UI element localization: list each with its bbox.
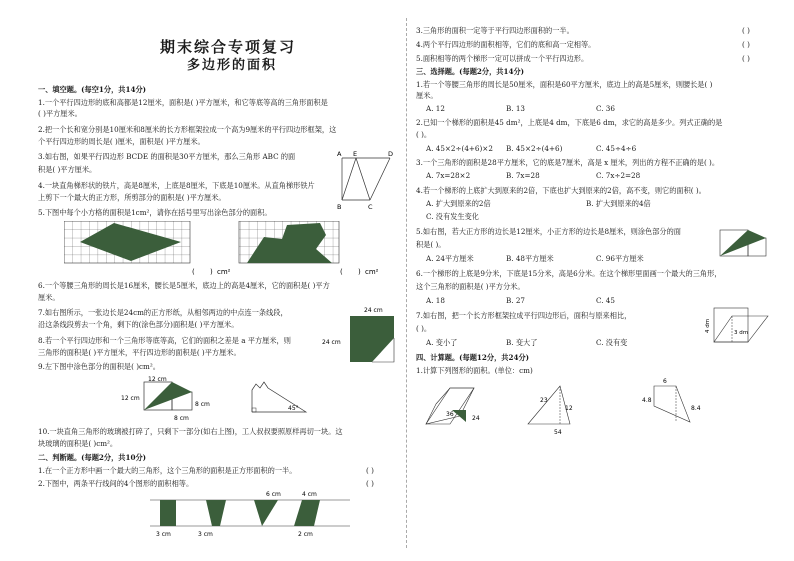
calc-figures [420, 376, 770, 440]
c7-side-label: 4 dm [705, 318, 711, 333]
c6-opt-c[interactable]: C. 45 [596, 296, 615, 305]
c3-opt-a[interactable]: A. 7x=28×2 [426, 171, 471, 180]
c3-opt-b[interactable]: B. 7x=28 [506, 171, 540, 180]
q3-line1: 3.如右图，如果平行四边形 BCDE 的面积是30平方厘米，那么三角形 ABC 的面 [38, 152, 296, 161]
page-title: 期末综合专项复习 [160, 38, 297, 56]
k1-text: 1.计算下列图形的面积。(单位：cm) [416, 366, 533, 375]
c5-opt-c[interactable]: C. 96平方厘米 [596, 254, 644, 263]
c4-opt-c[interactable]: C. 没有发生变化 [426, 212, 479, 221]
f3-right: 8.4 [691, 405, 701, 412]
q8-line2: 三角形的面积是( )平方厘米，平行四边形的面积是( )平方厘米。 [38, 348, 241, 357]
svg-text:(: ( [340, 268, 343, 276]
q9-figure [118, 376, 228, 426]
c5-line1: 5.如右图，若大正方形的边长是12厘米，小正方形的边长是8厘米，则涂色部分的面 [416, 227, 681, 236]
section-choice: 三、选择题。(每题2分，共14分) [416, 67, 525, 76]
q4-line2: 上剪下一个最大的正方形，所剪部分的面积是( )平方厘米。 [38, 193, 226, 202]
j2-text: 2.下图中，两条平行线间的4个图形的面积相等。 [38, 479, 194, 488]
page-subtitle: 多边形的面积 [187, 58, 278, 73]
q7-line2: 沿这条线段剪去一个角，剩下的(涂色部分)面积是( )平方厘米。 [38, 320, 239, 329]
c2-opt-a[interactable]: A. 45×2÷(4+6)×2 [426, 144, 493, 153]
q5-unit-1: cm² [217, 268, 231, 276]
c1-opt-c[interactable]: C. 36 [596, 104, 615, 113]
c2-line2: ( )。 [416, 130, 432, 139]
j2-top1: 6 cm [266, 491, 281, 498]
q10-line1: 10.一块直角三角形的玻璃被打碎了，只剩下一部分(如右上图)，工人叔叔要照原样再切一块。这 [38, 427, 343, 436]
pt-E: E [353, 150, 358, 158]
section-fill-blank: 一、填空题。(每空1分，共14分) [38, 85, 147, 94]
j1-answer[interactable]: ( ) [366, 466, 374, 475]
j2-figure [150, 488, 350, 540]
c3-line1: 3.一个三角形的面积是28平方厘米，它的底是7厘米，高是 x 厘米，列出的方程不正确的是( )。 [416, 158, 720, 167]
c7-opt-c[interactable]: C. 没有变 [596, 338, 628, 347]
q1-line2: ( )平方厘米。 [38, 109, 82, 118]
c2-opt-c[interactable]: C. 45÷4÷6 [596, 144, 637, 153]
f2-c: 54 [554, 429, 562, 436]
svg-text:): ) [210, 268, 213, 276]
j5-answer[interactable]: ( ) [742, 54, 750, 63]
j4-text: 4.两个平行四边形的面积相等，它们的底和高一定相等。 [416, 40, 596, 49]
pt-D: D [388, 150, 394, 158]
c1-line2: 厘米。 [416, 91, 438, 100]
section-judge: 二、判断题。(每题2分，共10分) [38, 453, 147, 462]
q2-line1: 2.把一个长和宽分别是10厘米和8厘米的长方形框架拉成一个高为9厘米的平行四边形框架，这 [38, 125, 337, 134]
pt-C: C [368, 203, 373, 211]
c4-opt-a[interactable]: A. 扩大到原来的2倍 [426, 199, 491, 208]
j5-text: 5.面积相等的两个梯形一定可以拼成一个平行四边形。 [416, 54, 589, 63]
c7-line2: ( )。 [416, 324, 432, 333]
j2-bot1: 3 cm [156, 531, 171, 538]
q2-line2: 个平行四边形的周长是( )厘米，面积是( )平方厘米。 [38, 137, 205, 146]
f2-a: 23 [540, 397, 548, 404]
q5-text: 5.下图中每个小方格的面积是1cm²，请你在括号里写出涂色部分的面积。 [38, 208, 272, 217]
q9-left-label: 12 cm [121, 395, 140, 402]
f1-a: 36 [446, 411, 454, 418]
q6-line1: 6.一个等腰三角形的周长是16厘米，腰长是5厘米，底边上的高是4厘米，它的面积是( )平方 [38, 281, 330, 290]
c7-inner-label: 3 dm [734, 330, 749, 336]
c5-opt-a[interactable]: A. 24平方厘米 [426, 254, 474, 263]
j2-answer[interactable]: ( ) [366, 479, 374, 488]
svg-text:): ) [358, 268, 361, 276]
q7-line1: 7.如右图所示，一张边长是24cm的正方形纸，从相邻两边的中点连一条线段， [38, 308, 288, 317]
section-calc: 四、计算题。(每题12分，共24分) [416, 353, 530, 362]
f3-top: 6 [663, 378, 667, 385]
c4-line1: 4.若一个梯形的上底扩大到原来的2倍，下底也扩大到原来的2倍，高不变，则它的面积( )。 [416, 186, 706, 195]
c5-line2: 积是( )。 [416, 240, 446, 249]
q9-right-label: 8 cm [195, 401, 210, 408]
c2-line1: 2.已知一个梯形的面积是45 dm²，上底是4 dm，下底是6 dm，求它的高是多少。列式正确的是 [416, 118, 723, 127]
q9-text: 9.左下图中涂色部分的面积是( )cm²。 [38, 362, 160, 371]
f2-b: 12 [565, 405, 573, 412]
q5-unit-2: cm² [365, 268, 379, 276]
q7-figure [322, 304, 398, 368]
j3-answer[interactable]: ( ) [742, 26, 750, 35]
q10-figure [246, 376, 326, 416]
c7-line1: 7.如右图，把一个长方形框架拉成平行四边形后，面积与原来相比， [416, 311, 632, 320]
c6-opt-a[interactable]: A. 18 [426, 296, 445, 305]
c6-line2: 这个三角形的面积是( )平方分米。 [416, 282, 525, 291]
c1-opt-b[interactable]: B. 13 [506, 104, 525, 113]
q7-top-label: 24 cm [364, 307, 383, 314]
q7-side-label: 24 cm [322, 339, 341, 346]
c5-opt-b[interactable]: B. 48平方厘米 [506, 254, 554, 263]
q9-bottom-label: 8 cm [174, 415, 189, 422]
pt-B: B [337, 203, 342, 211]
c2-opt-b[interactable]: B. 45×2÷(4+6) [506, 144, 563, 153]
f1-b: 24 [472, 415, 480, 422]
q3-figure [334, 148, 396, 212]
c7-figure [702, 304, 778, 348]
c6-opt-b[interactable]: B. 27 [506, 296, 525, 305]
j4-answer[interactable]: ( ) [742, 40, 750, 49]
j3-text: 3.三角形的面积一定等于平行四边形面积的一半。 [416, 26, 574, 35]
q9-top-label: 12 cm [148, 376, 167, 383]
c1-opt-a[interactable]: A. 12 [426, 104, 445, 113]
q1-line1: 1.一个平行四边形的底和高都是12厘米，面积是( )平方厘米，和它等底等高的三角形面积是 [38, 98, 328, 107]
c1-line1: 1.若一个等腰三角形的周长是50厘米，面积是60平方厘米，底边上的高是5厘米，则腰长是( ) [416, 80, 713, 89]
j2-top2: 4 cm [302, 491, 317, 498]
c6-line1: 6.一个梯形的上底是9分米，下底是15分米，高是6分米。在这个梯形里面画一个最大的三角形， [416, 269, 722, 278]
q5-figures [64, 221, 404, 279]
q10-line2: 块玻璃的面积是( )cm²。 [38, 439, 118, 448]
c7-opt-b[interactable]: B. 变大了 [506, 338, 538, 347]
column-divider [406, 18, 407, 548]
c5-figure [718, 228, 778, 258]
q3-line2: 积是( )平方厘米。 [38, 165, 97, 174]
c7-opt-a[interactable]: A. 变小了 [426, 338, 458, 347]
j2-bot3: 2 cm [298, 531, 313, 538]
q6-line2: 厘米。 [38, 293, 60, 302]
f3-left: 4.8 [642, 397, 652, 404]
q10-angle-label: 45° [288, 405, 299, 412]
c4-opt-b[interactable]: B. 扩大到原来的4倍 [586, 199, 651, 208]
q8-line1: 8.若一个平行四边形和一个三角形等底等高，它们的面积之差是 a 平方厘米，则 [38, 336, 291, 345]
j1-text: 1.在一个正方形中画一个最大的三角形，这个三角形的面积是正方形面积的一半。 [38, 466, 297, 475]
svg-text:(: ( [192, 268, 195, 276]
pt-A: A [337, 150, 342, 158]
q4-line1: 4.一块直角梯形状的铁片，高是8厘米，上底是8厘米，下底是10厘米。从直角梯形铁片 [38, 181, 315, 190]
c3-opt-c[interactable]: C. 7x÷2=28 [596, 171, 641, 180]
j2-bot2: 3 cm [198, 531, 213, 538]
